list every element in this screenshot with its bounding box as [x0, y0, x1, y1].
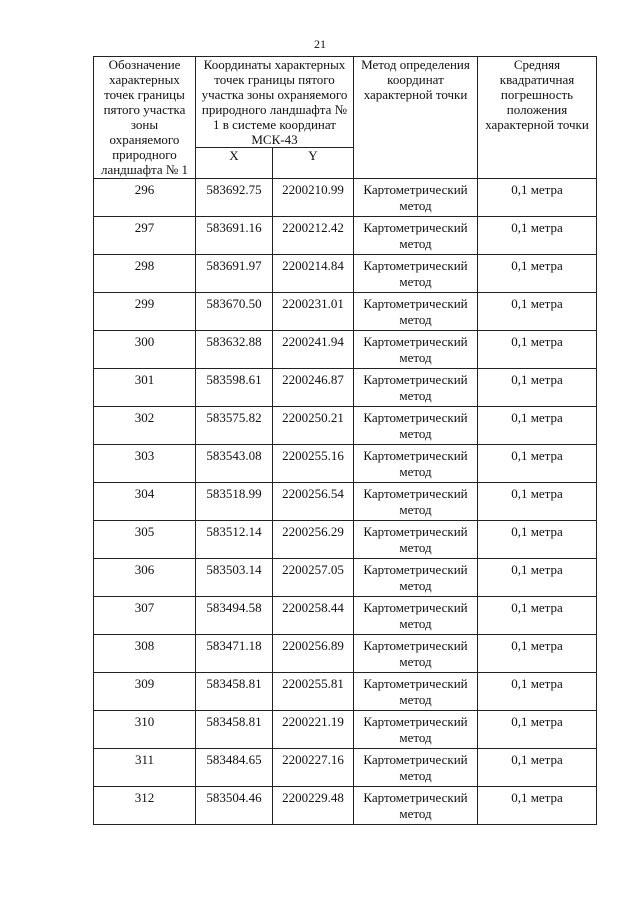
- y-coordinate-cell: 2200256.54: [273, 483, 354, 521]
- table-row: [94, 559, 597, 597]
- y-coordinate-cell: 2200255.16: [273, 445, 354, 483]
- point-id-cell: 306: [94, 559, 196, 597]
- y-coordinate-cell: 2200258.44: [273, 597, 354, 635]
- x-coordinate-cell: 583458.81: [196, 711, 273, 749]
- accuracy-cell: 0,1 метра: [478, 597, 597, 635]
- x-coordinate-cell: 583598.61: [196, 369, 273, 407]
- coordinates-table: [93, 56, 597, 825]
- table-row: [94, 255, 597, 293]
- method-line-1: Картометрический: [363, 410, 468, 425]
- method-line-1: Картометрический: [363, 296, 468, 311]
- method-line-1: Картометрический: [363, 600, 468, 615]
- y-coordinate-cell: 2200257.05: [273, 559, 354, 597]
- point-id-cell: 296: [94, 179, 196, 217]
- y-coordinate-cell: 2200229.48: [273, 787, 354, 825]
- y-coordinate-cell: 2200231.01: [273, 293, 354, 331]
- y-coordinate-cell: 2200255.81: [273, 673, 354, 711]
- x-coordinate-cell: 583632.88: [196, 331, 273, 369]
- method-line-1: Картометрический: [363, 714, 468, 729]
- accuracy-cell: 0,1 метра: [478, 787, 597, 825]
- method-cell: [354, 407, 478, 445]
- accuracy-cell: 0,1 метра: [478, 711, 597, 749]
- method-cell: [354, 369, 478, 407]
- method-cell: [354, 445, 478, 483]
- accuracy-cell: 0,1 метра: [478, 559, 597, 597]
- y-coordinate-cell: 2200246.87: [273, 369, 354, 407]
- y-coordinate-cell: 2200250.21: [273, 407, 354, 445]
- method-line-2: метод: [399, 616, 432, 631]
- method-line-2: метод: [399, 236, 432, 251]
- point-id-cell: 303: [94, 445, 196, 483]
- table-header: [94, 57, 597, 179]
- y-coordinate-cell: 2200256.89: [273, 635, 354, 673]
- method-line-2: метод: [399, 768, 432, 783]
- header-y: Y: [273, 148, 354, 179]
- accuracy-cell: 0,1 метра: [478, 217, 597, 255]
- point-id-cell: 298: [94, 255, 196, 293]
- x-coordinate-cell: 583458.81: [196, 673, 273, 711]
- method-line-2: метод: [399, 350, 432, 365]
- table-row: [94, 369, 597, 407]
- method-cell: [354, 483, 478, 521]
- table-row: [94, 521, 597, 559]
- method-cell: [354, 749, 478, 787]
- accuracy-cell: 0,1 метра: [478, 749, 597, 787]
- method-line-1: Картометрический: [363, 562, 468, 577]
- table-body: [94, 179, 597, 825]
- table-row: [94, 787, 597, 825]
- table-row: [94, 749, 597, 787]
- point-id-cell: 308: [94, 635, 196, 673]
- x-coordinate-cell: 583691.97: [196, 255, 273, 293]
- page-number: 21: [314, 37, 326, 51]
- y-coordinate-cell: 2200241.94: [273, 331, 354, 369]
- method-line-1: Картометрический: [363, 372, 468, 387]
- accuracy-cell: 0,1 метра: [478, 369, 597, 407]
- accuracy-cell: 0,1 метра: [478, 407, 597, 445]
- table-row: [94, 673, 597, 711]
- method-cell: [354, 597, 478, 635]
- method-line-1: Картометрический: [363, 676, 468, 691]
- accuracy-cell: 0,1 метра: [478, 673, 597, 711]
- x-coordinate-cell: 583670.50: [196, 293, 273, 331]
- table-row: [94, 293, 597, 331]
- x-coordinate-cell: 583484.65: [196, 749, 273, 787]
- method-line-1: Картометрический: [363, 486, 468, 501]
- method-cell: [354, 331, 478, 369]
- point-id-cell: 301: [94, 369, 196, 407]
- point-id-cell: 311: [94, 749, 196, 787]
- y-coordinate-cell: 2200227.16: [273, 749, 354, 787]
- header-method: Метод определения координат характерной точки: [354, 57, 478, 179]
- point-id-cell: 302: [94, 407, 196, 445]
- header-accuracy: Средняя квадратичная погрешность положения характерной точки: [478, 57, 597, 179]
- accuracy-cell: 0,1 метра: [478, 331, 597, 369]
- table-row: [94, 597, 597, 635]
- method-line-2: метод: [399, 274, 432, 289]
- method-cell: [354, 521, 478, 559]
- accuracy-cell: 0,1 метра: [478, 635, 597, 673]
- y-coordinate-cell: 2200256.29: [273, 521, 354, 559]
- method-line-1: Картометрический: [363, 524, 468, 539]
- header-coordinates: Координаты характерных точек границы пятого участка зоны охраняемого природного ландшафта № 1 в системе координат МСК-43: [196, 57, 354, 148]
- method-line-1: Картометрический: [363, 220, 468, 235]
- method-line-1: Картометрический: [363, 448, 468, 463]
- x-coordinate-cell: 583512.14: [196, 521, 273, 559]
- method-line-2: метод: [399, 540, 432, 555]
- header-designation: Обозначение характерных точек границы пятого участка зоны охраняемого природного ландшафта № 1: [94, 57, 196, 179]
- point-id-cell: 310: [94, 711, 196, 749]
- method-line-2: метод: [399, 426, 432, 441]
- method-line-2: метод: [399, 198, 432, 213]
- point-id-cell: 304: [94, 483, 196, 521]
- method-cell: [354, 255, 478, 293]
- accuracy-cell: 0,1 метра: [478, 179, 597, 217]
- table-row: [94, 407, 597, 445]
- accuracy-cell: 0,1 метра: [478, 521, 597, 559]
- x-coordinate-cell: 583543.08: [196, 445, 273, 483]
- method-line-1: Картометрический: [363, 182, 468, 197]
- method-line-2: метод: [399, 388, 432, 403]
- accuracy-cell: 0,1 метра: [478, 293, 597, 331]
- y-coordinate-cell: 2200221.19: [273, 711, 354, 749]
- method-line-2: метод: [399, 806, 432, 821]
- x-coordinate-cell: 583503.14: [196, 559, 273, 597]
- method-line-2: метод: [399, 730, 432, 745]
- method-cell: [354, 179, 478, 217]
- x-coordinate-cell: 583504.46: [196, 787, 273, 825]
- x-coordinate-cell: 583494.58: [196, 597, 273, 635]
- method-line-2: метод: [399, 578, 432, 593]
- method-line-1: Картометрический: [363, 752, 468, 767]
- method-line-1: Картометрический: [363, 790, 468, 805]
- method-cell: [354, 711, 478, 749]
- point-id-cell: 300: [94, 331, 196, 369]
- point-id-cell: 312: [94, 787, 196, 825]
- x-coordinate-cell: 583692.75: [196, 179, 273, 217]
- method-cell: [354, 635, 478, 673]
- table-row: [94, 711, 597, 749]
- x-coordinate-cell: 583691.16: [196, 217, 273, 255]
- table-row: [94, 331, 597, 369]
- method-line-2: метод: [399, 312, 432, 327]
- table-row: [94, 217, 597, 255]
- x-coordinate-cell: 583575.82: [196, 407, 273, 445]
- accuracy-cell: 0,1 метра: [478, 483, 597, 521]
- method-line-1: Картометрический: [363, 334, 468, 349]
- y-coordinate-cell: 2200214.84: [273, 255, 354, 293]
- table-row: [94, 635, 597, 673]
- method-cell: [354, 217, 478, 255]
- point-id-cell: 299: [94, 293, 196, 331]
- method-line-2: метод: [399, 654, 432, 669]
- table-row: [94, 179, 597, 217]
- y-coordinate-cell: 2200210.99: [273, 179, 354, 217]
- y-coordinate-cell: 2200212.42: [273, 217, 354, 255]
- method-cell: [354, 293, 478, 331]
- point-id-cell: 309: [94, 673, 196, 711]
- table-row: [94, 445, 597, 483]
- method-cell: [354, 673, 478, 711]
- method-line-2: метод: [399, 692, 432, 707]
- point-id-cell: 307: [94, 597, 196, 635]
- method-line-1: Картометрический: [363, 258, 468, 273]
- header-x: X: [196, 148, 273, 179]
- method-cell: [354, 787, 478, 825]
- method-cell: [354, 559, 478, 597]
- point-id-cell: 297: [94, 217, 196, 255]
- table-row: [94, 483, 597, 521]
- method-line-1: Картометрический: [363, 638, 468, 653]
- x-coordinate-cell: 583471.18: [196, 635, 273, 673]
- x-coordinate-cell: 583518.99: [196, 483, 273, 521]
- accuracy-cell: 0,1 метра: [478, 255, 597, 293]
- accuracy-cell: 0,1 метра: [478, 445, 597, 483]
- method-line-2: метод: [399, 464, 432, 479]
- method-line-2: метод: [399, 502, 432, 517]
- point-id-cell: 305: [94, 521, 196, 559]
